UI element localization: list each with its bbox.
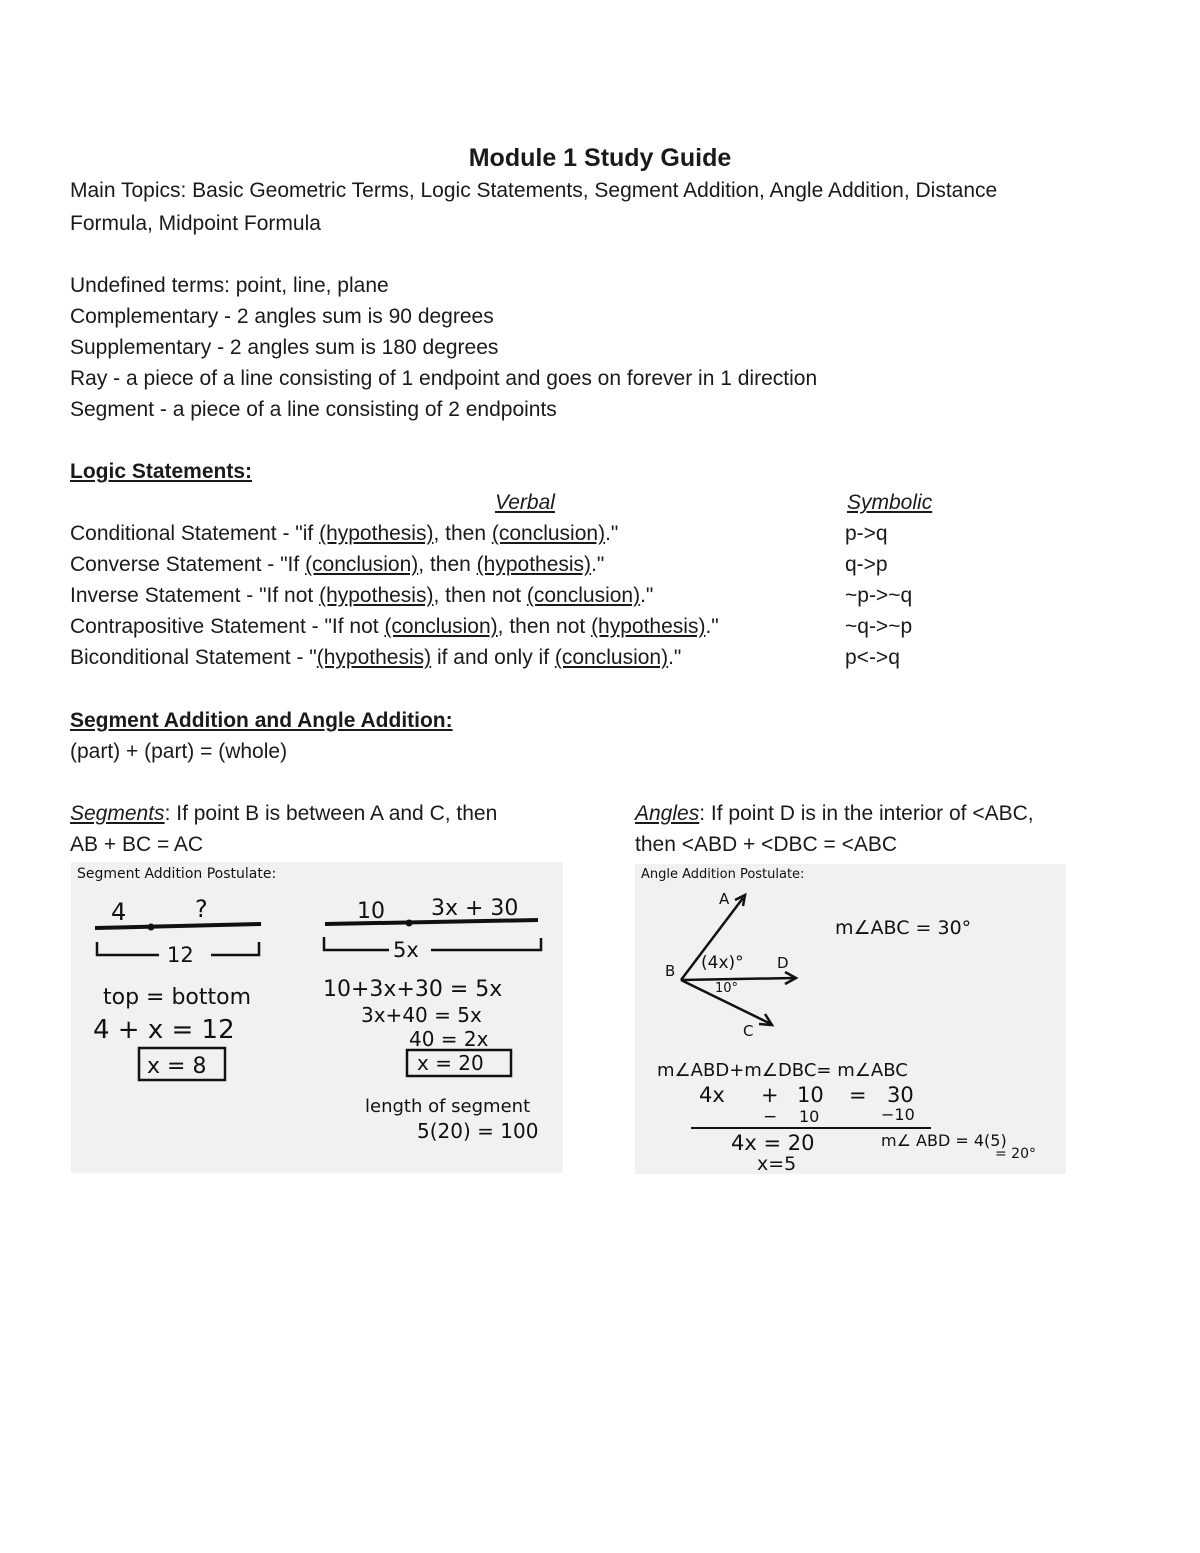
point-c-label: C <box>743 1022 754 1040</box>
angle-eq3-minus10: −10 <box>881 1105 915 1124</box>
logic-row-conditional: Conditional Statement - "if (hypothesis), then (conclusion)." <box>70 522 619 545</box>
segment-right-note2: 5(20) = 100 <box>417 1119 539 1143</box>
definition-complementary: Complementary - 2 angles sum is 90 degrees <box>70 305 494 328</box>
segment-right-eq2: 3x+40 = 5x <box>361 1003 482 1027</box>
segment-left-answer: x = 8 <box>147 1054 207 1079</box>
ray-bd <box>681 978 795 980</box>
angle-eq2-4x: 4x <box>699 1083 725 1107</box>
segment-left-whole: 12 <box>167 943 194 967</box>
angle-dbc-value: 10° <box>715 981 739 996</box>
segment-right-whole: 5x <box>393 938 419 962</box>
angle-result-1: m∠ ABD = 4(5) <box>881 1131 1007 1150</box>
angle-eq4: 4x = 20 <box>731 1131 815 1155</box>
segments-definition-line-2: AB + BC = AC <box>70 833 204 856</box>
symbol-inverse: ~p->~q <box>845 584 913 607</box>
segments-definition-line-1: Segments: If point B is between A and C, then <box>70 802 498 825</box>
angle-addition-photo <box>635 864 1066 1174</box>
segment-photo-caption: Segment Addition Postulate: <box>77 866 277 882</box>
logic-row-biconditional: Biconditional Statement - "(hypothesis) if and only if (conclusion)." <box>70 646 682 669</box>
angle-eq2-30: 30 <box>887 1083 914 1107</box>
logic-heading: Logic Statements: <box>70 460 253 483</box>
segment-right-eq1: 10+3x+30 = 5x <box>323 977 503 1002</box>
angle-eq1: m∠ABD+m∠DBC= m∠ABC <box>657 1060 908 1081</box>
angle-photo-caption: Angle Addition Postulate: <box>641 867 805 882</box>
segment-right-eq3: 40 = 2x <box>409 1027 489 1051</box>
angle-eq2-10: 10 <box>797 1083 824 1107</box>
angle-eq5: x=5 <box>757 1153 797 1174</box>
logic-row-inverse: Inverse Statement - "If not (hypothesis), then not (conclusion)." <box>70 584 654 607</box>
logic-row-contrapositive: Contrapositive Statement - "If not (conclusion), then not (hypothesis)." <box>70 615 719 638</box>
segment-right-part-b: 3x + 30 <box>431 896 519 921</box>
segment-left-eq2: 4 + x = 12 <box>93 1015 235 1045</box>
angle-eq3-minus: − <box>763 1107 778 1127</box>
segment-left-eq1: top = bottom <box>103 985 252 1010</box>
symbolic-header: Symbolic <box>847 491 933 514</box>
segment-right-note1: length of segment <box>365 1096 531 1117</box>
angle-eq3-10: 10 <box>799 1107 820 1126</box>
symbol-biconditional: p<->q <box>845 646 900 669</box>
angles-definition-line-2: then <ABD + <DBC = <ABC <box>635 833 898 856</box>
angles-definition-line-1: Angles: If point D is in the interior of <ABC, <box>635 802 1034 825</box>
verbal-header: Verbal <box>495 491 555 514</box>
angle-eq2-plus: + <box>761 1083 779 1107</box>
main-topics-line-1: Main Topics: Basic Geometric Terms, Logic Statements, Segment Addition, Angle Addition, Distance <box>70 179 998 202</box>
angle-abd-expression: (4x)° <box>701 953 744 973</box>
definition-supplementary: Supplementary - 2 angles sum is 180 degrees <box>70 336 499 359</box>
logic-row-converse: Converse Statement - "If (conclusion), then (hypothesis)." <box>70 553 605 576</box>
segment-right-answer: x = 20 <box>417 1051 484 1075</box>
segment-addition-photo <box>71 862 563 1173</box>
segment-left-part-a: 4 <box>111 898 127 926</box>
point-a-label: A <box>719 890 730 908</box>
symbol-contrapositive: ~q->~p <box>845 615 913 638</box>
definition-ray: Ray - a piece of a line consisting of 1 endpoint and goes on forever in 1 direction <box>70 367 818 390</box>
addition-heading: Segment Addition and Angle Addition: <box>70 709 453 732</box>
segment-right-part-a: 10 <box>357 899 385 924</box>
definition-undefined-terms: Undefined terms: point, line, plane <box>70 274 389 297</box>
page-title: Module 1 Study Guide <box>468 144 732 172</box>
main-topics-line-2: Formula, Midpoint Formula <box>70 212 321 235</box>
definition-segment: Segment - a piece of a line consisting of 2 endpoints <box>70 398 557 421</box>
given-angle-measure: m∠ABC = 30° <box>835 917 972 939</box>
part-whole-formula: (part) + (part) = (whole) <box>70 740 288 763</box>
point-d-label: D <box>777 954 789 972</box>
angle-result-2: = 20° <box>995 1146 1036 1162</box>
symbol-converse: q->p <box>845 553 888 576</box>
point-b-label: B <box>665 962 676 980</box>
point-b-right <box>406 920 413 927</box>
segment-right-bracket <box>324 937 541 950</box>
symbol-conditional: p->q <box>845 522 888 545</box>
segment-left-part-b: ? <box>195 895 208 923</box>
angle-eq2-equals: = <box>849 1083 867 1107</box>
point-b-left <box>148 924 155 931</box>
